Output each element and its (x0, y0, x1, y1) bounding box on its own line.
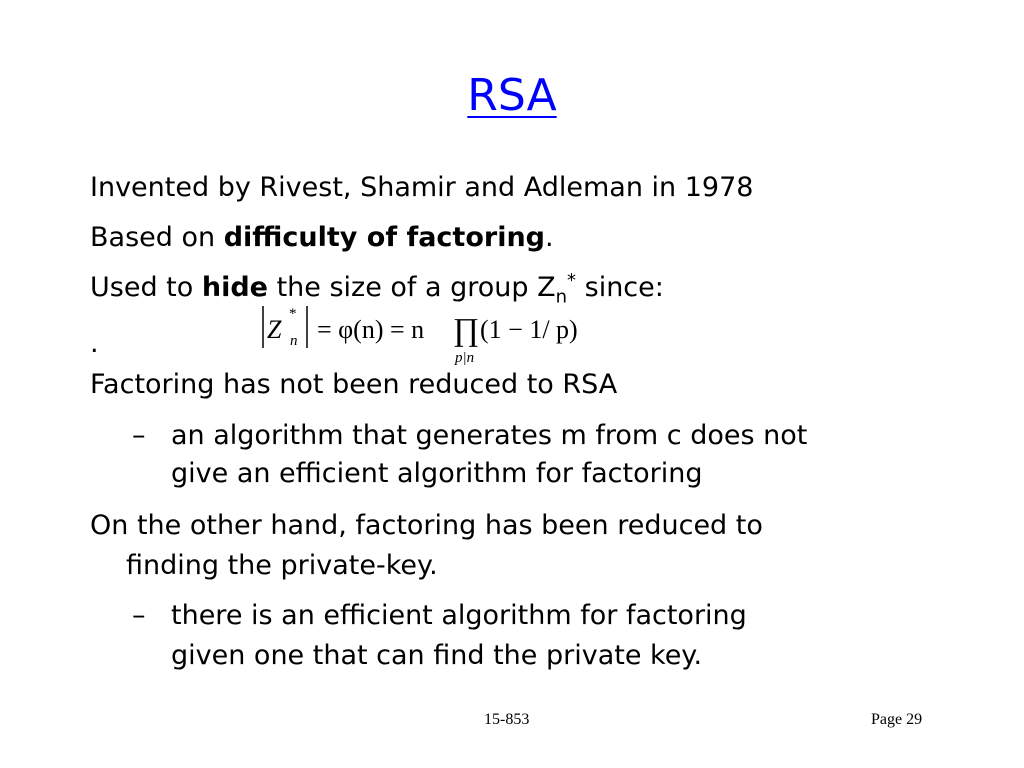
bullet-used-to-hide: Used to hide the size of a group $Z_n^*$ since: (90, 270, 664, 308)
formula-Z: Z (267, 315, 282, 344)
subbullet-efficient-line2: given one that can find the private key. (171, 640, 703, 671)
bullet-invented: Invented by Rivest, Shamir and Adleman in 1978 (90, 172, 754, 203)
bullet-based-on: Based on difficulty of factoring. (90, 222, 554, 253)
footer-course: 15-853 (484, 711, 530, 728)
subbullet-dash: – (132, 420, 146, 451)
formula-product: ∏ (453, 311, 480, 347)
subbullet-algorithm-line1: an algorithm that generates m from c does not (171, 420, 808, 451)
footer-page-number: Page 29 (871, 711, 923, 728)
formula-tail: (1 − 1/ p) (480, 315, 578, 344)
stray-dot: . (90, 328, 99, 359)
bullet-other-hand-line2: finding the private-key. (126, 550, 438, 581)
bullet-factoring-not-reduced: Factoring has not been reduced to RSA (90, 369, 618, 400)
slide-title: RSA (467, 70, 557, 121)
formula-n-sub: n (290, 333, 298, 349)
euler-phi-formula (255, 300, 625, 374)
formula-svg (255, 300, 625, 370)
formula-star: * (289, 306, 297, 322)
bullet-other-hand-line1: On the other hand, factoring has been reduced to (90, 510, 763, 541)
formula-under: p|n (455, 350, 475, 366)
subbullet-algorithm-line2: give an efficient algorithm for factoring (171, 458, 703, 489)
formula-rhs: = φ(n) = n (317, 315, 425, 344)
subbullet-efficient-line1: there is an efficient algorithm for factoring (171, 600, 747, 631)
subbullet-dash: – (132, 600, 146, 631)
